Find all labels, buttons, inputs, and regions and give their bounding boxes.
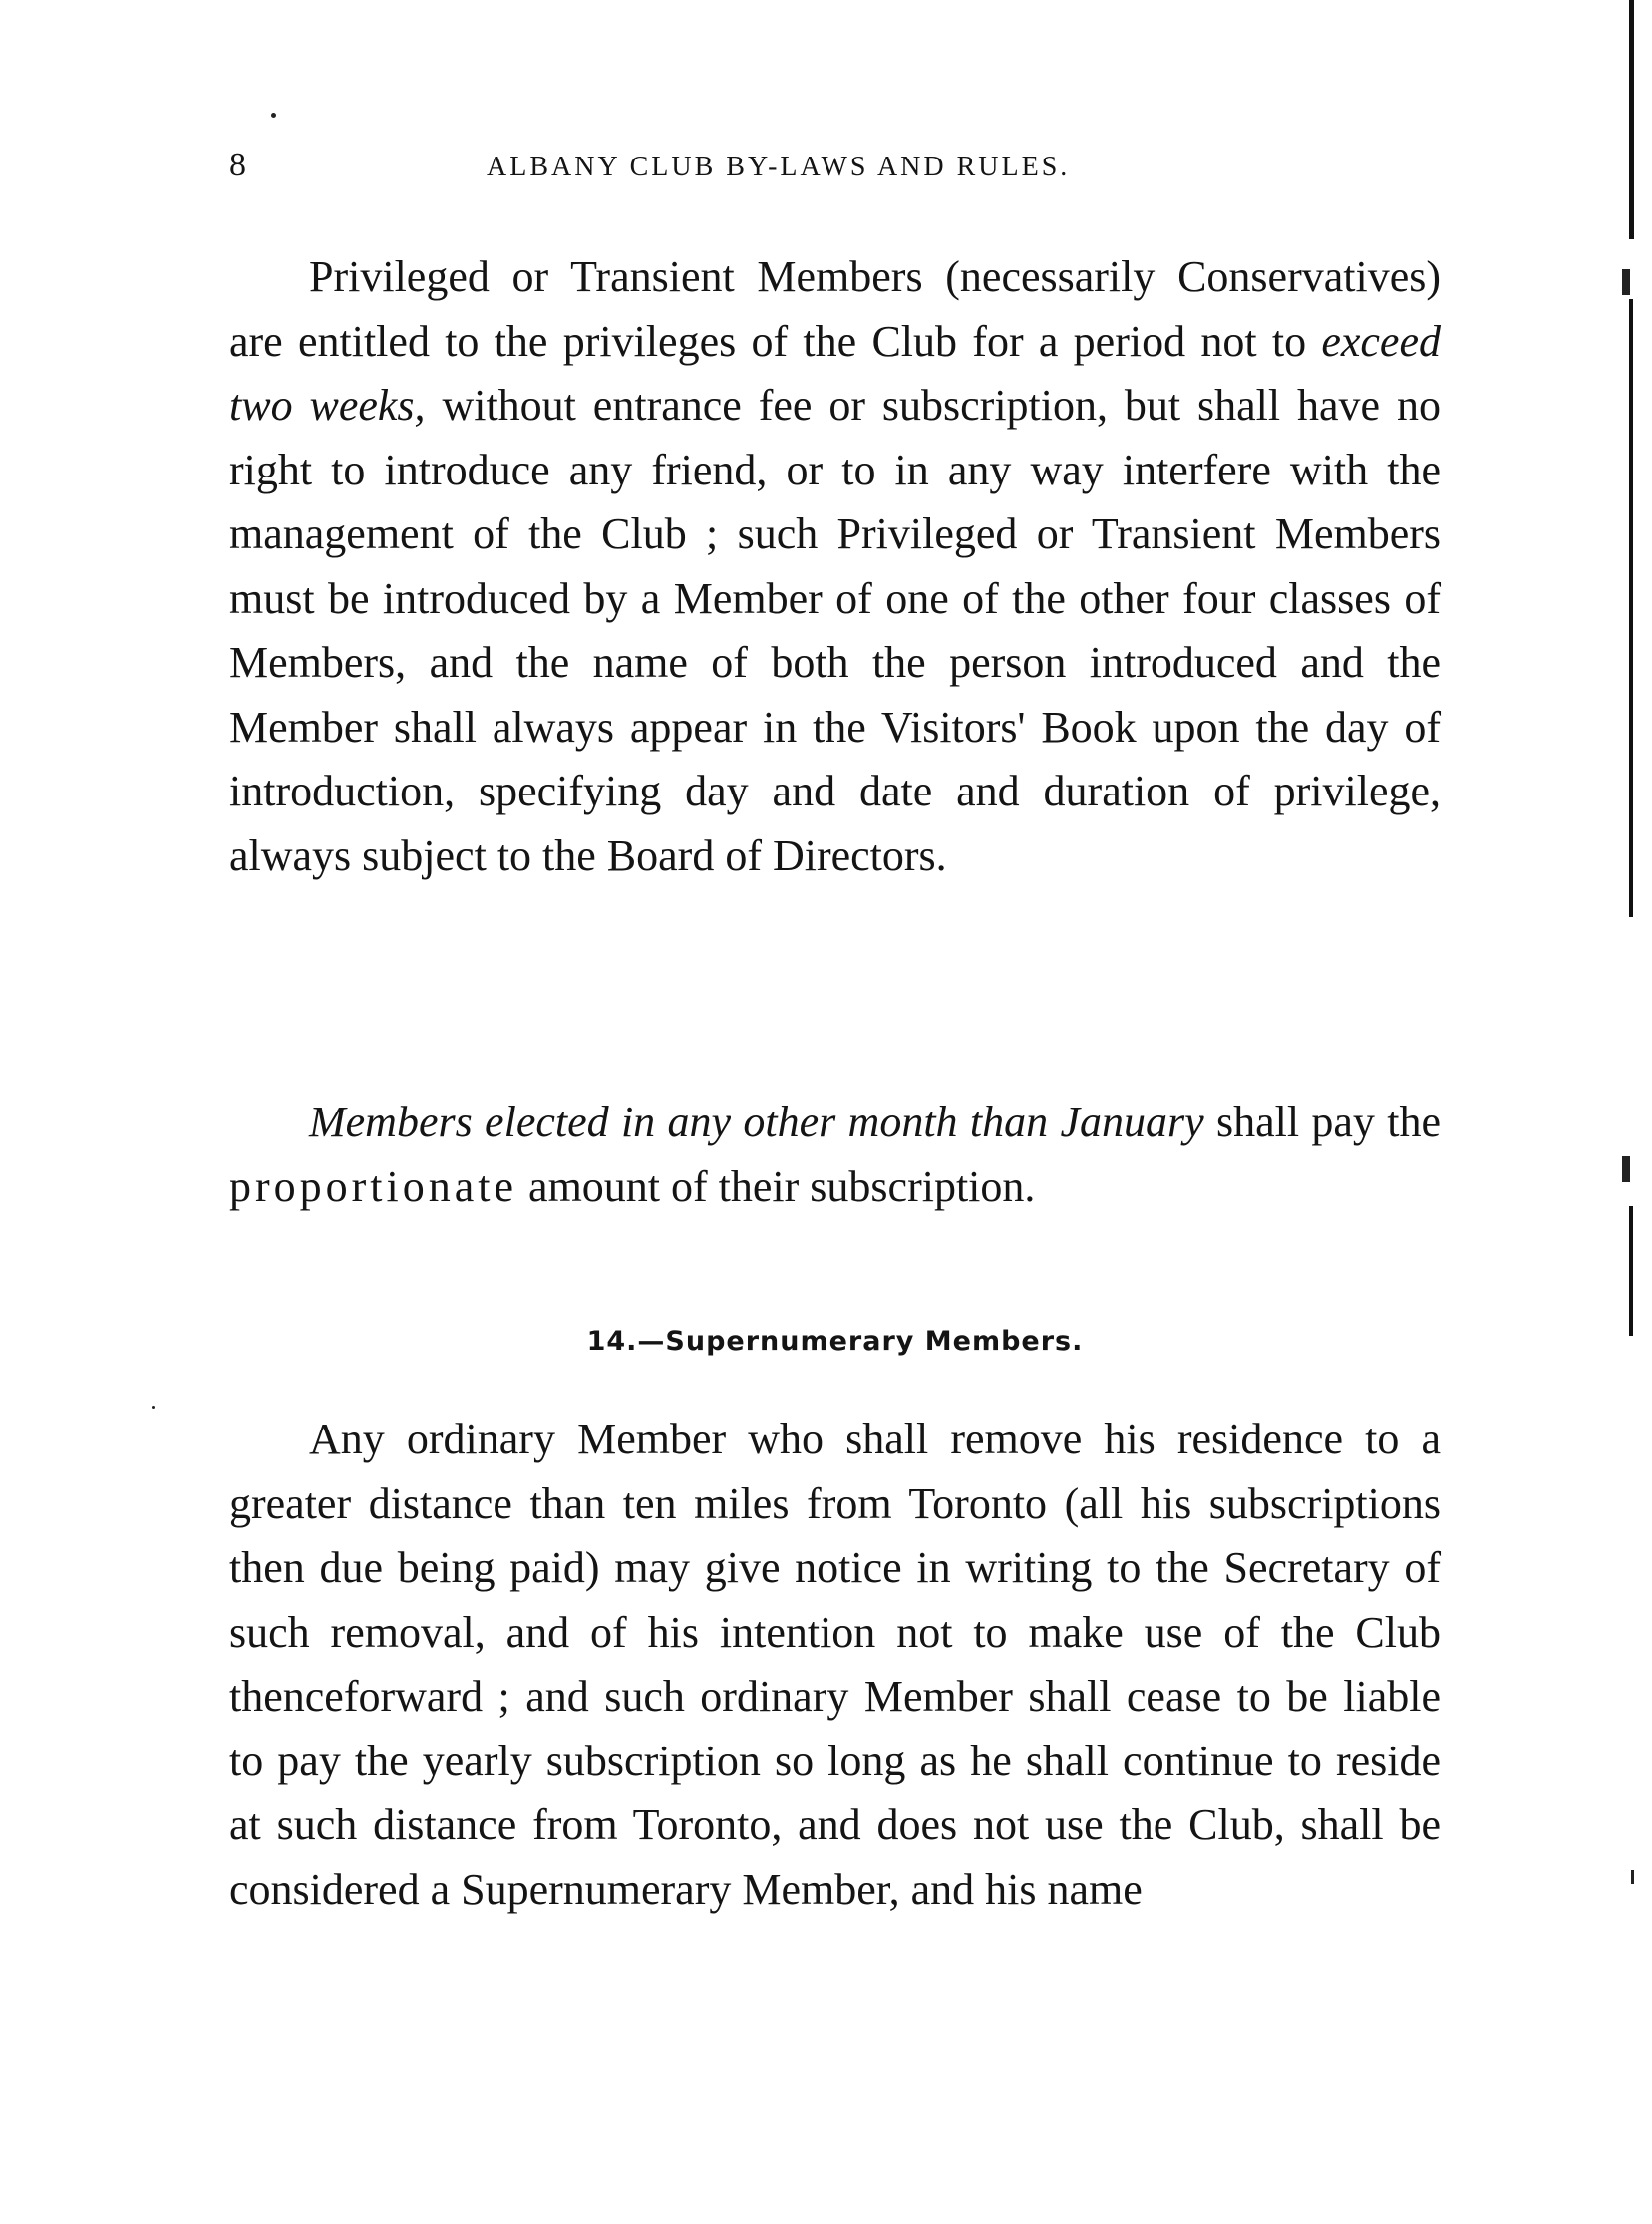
page-edge-rule (1629, 0, 1634, 239)
section-heading: 14.—Supernumerary Members. (586, 1326, 1084, 1357)
paragraph-text: without entrance fee or subscription, but shall have no right to introduce any friend, or to in any way interfere with the management of the Club ; such Privileged or Transient Members must be introduced by a Member of one of the other four classes of Members, and the name of both the person introduced and the Member shall always appear in the Visitors' Book upon the day of introduction, specifying day and date and duration of privilege, always subject to the Board of Directors. (229, 381, 1441, 880)
edge-mark (1631, 1870, 1634, 1884)
emphasized-text: exceed two weeks, (229, 316, 1441, 430)
page-edge-rule (1629, 1206, 1633, 1336)
paragraph-text: Any ordinary Member who shall remove his residence to a greater distance than ten miles from Toronto (all his subscriptions then due being paid) may give notice in writing to the Secretary of such removal, and of his intention not to make use of the Club thenceforward ; and such ordinary Member shall cease to be liable to pay the yearly subscription so long as he shall continue to reside at such distance from Toronto, and does not use the Club, shall be considered a Supernumerary Member, and his name (229, 1415, 1441, 1914)
paragraph-text: amount of their subscription. (517, 1161, 1036, 1211)
paragraph-privileged-members (229, 245, 1441, 888)
paragraph-text: shall pay the (1203, 1098, 1441, 1146)
running-head: ALBANY CLUB BY-LAWS AND RULES. (487, 152, 1071, 182)
speck (271, 113, 276, 118)
italic-text: Members elected in any other month than January (309, 1098, 1204, 1146)
page-number: 8 (229, 147, 246, 183)
edge-mark (1622, 269, 1630, 295)
page-edge-rule (1629, 299, 1633, 917)
page-header (229, 146, 1186, 185)
speck (152, 1406, 155, 1409)
paragraph-proportionate-subscription (229, 1091, 1441, 1219)
edge-mark (1622, 1156, 1630, 1182)
paragraph-supernumerary-members (229, 1408, 1441, 1922)
paragraph-text: Privileged or Transient Members (necessarily Conservatives) are entitled to the privileges of the Club for a period not to (229, 252, 1441, 366)
letterspaced-word: proportionate (229, 1161, 518, 1211)
